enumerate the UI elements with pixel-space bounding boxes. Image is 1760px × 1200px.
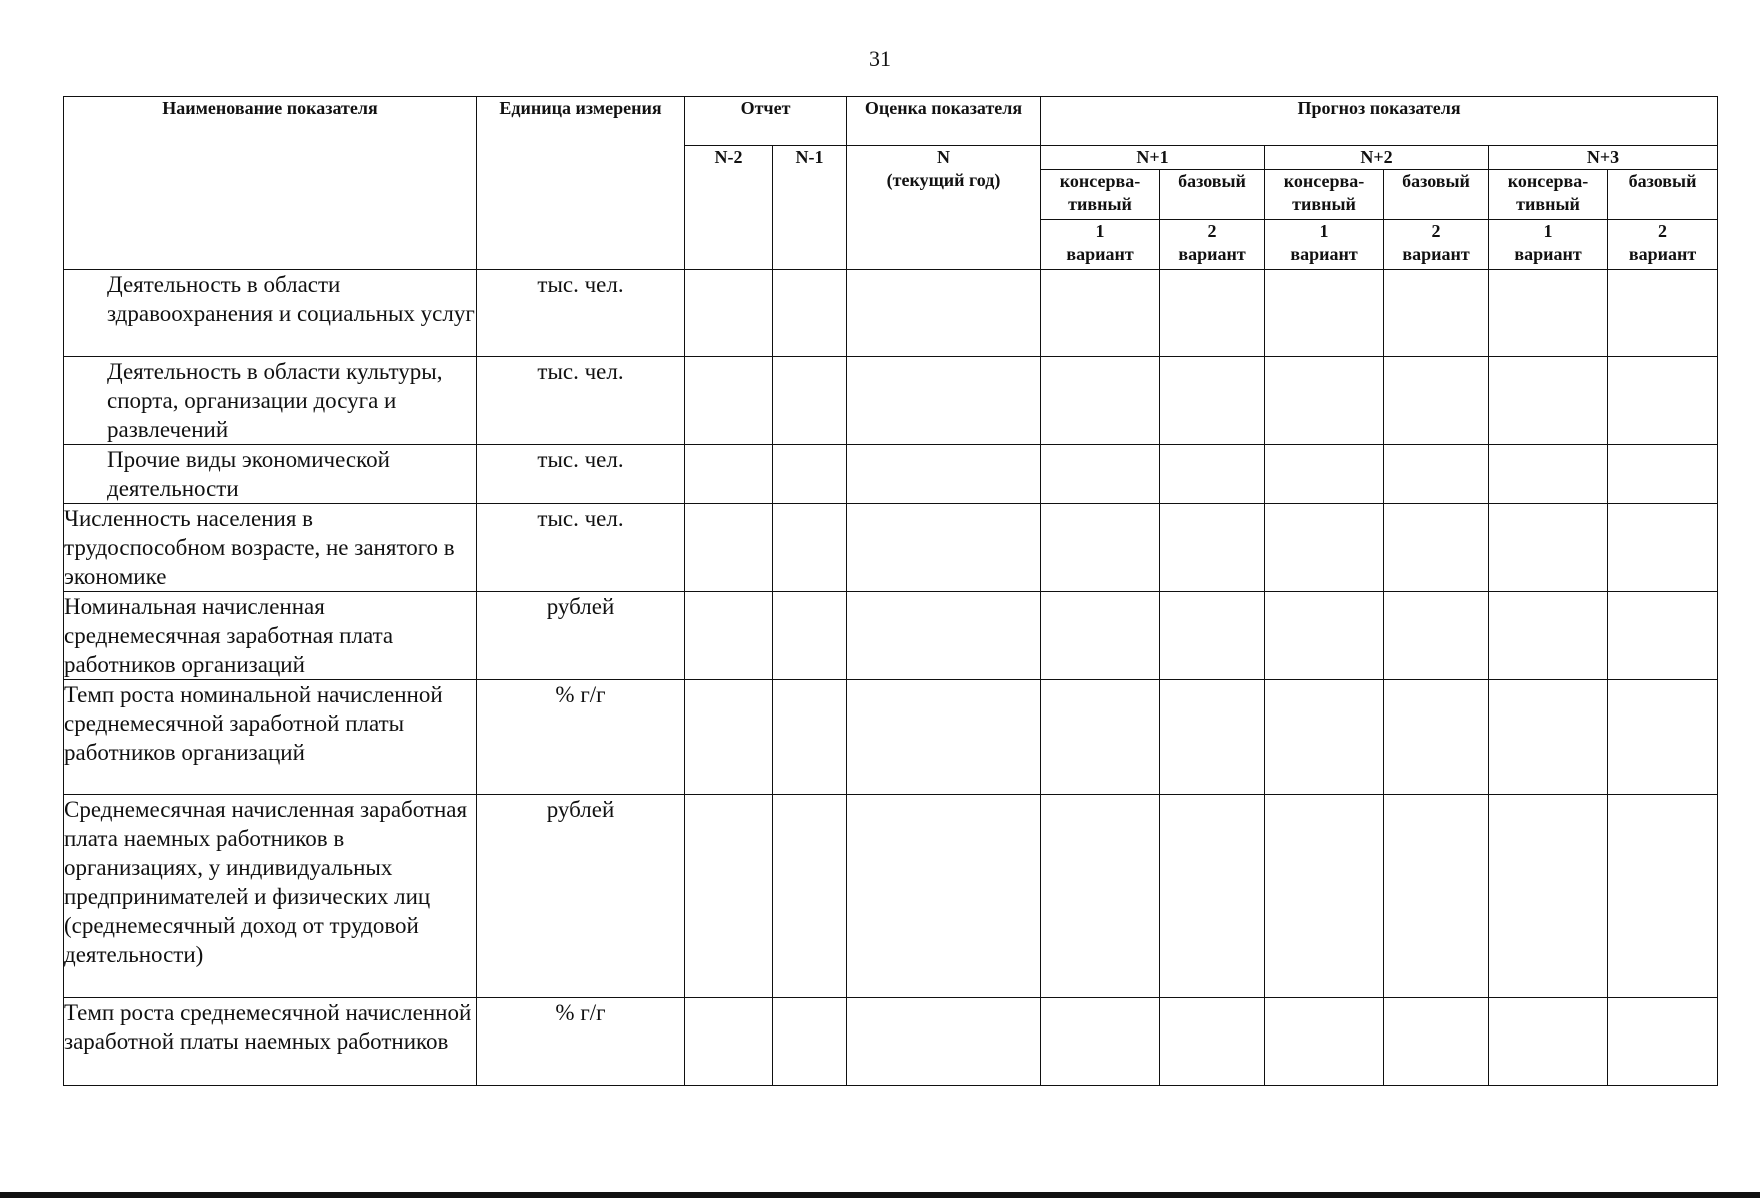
variant-word: вариант xyxy=(1178,244,1246,264)
value-cell[interactable] xyxy=(1384,795,1489,998)
value-cell[interactable] xyxy=(1041,445,1160,504)
value-cell[interactable] xyxy=(773,795,847,998)
indicator-name: Деятельность в области здравоохранения и социальных услуг xyxy=(64,270,477,357)
value-cell[interactable] xyxy=(1265,998,1384,1086)
variant-number: 2 xyxy=(1658,221,1668,241)
indicator-unit: тыс. чел. xyxy=(477,445,685,504)
bottom-divider xyxy=(0,1192,1760,1198)
header-year-n xyxy=(847,146,1041,270)
value-cell[interactable] xyxy=(1041,504,1160,592)
value-cell[interactable] xyxy=(1041,795,1160,998)
table-row xyxy=(64,357,1718,445)
value-cell[interactable] xyxy=(1265,357,1384,445)
value-cell[interactable] xyxy=(1384,504,1489,592)
value-cell[interactable] xyxy=(1160,445,1265,504)
value-cell[interactable] xyxy=(1608,357,1718,445)
header-year-n+3: N+3 xyxy=(1489,146,1718,170)
value-cell[interactable] xyxy=(773,998,847,1086)
value-cell[interactable] xyxy=(685,357,773,445)
value-cell[interactable] xyxy=(1265,795,1384,998)
value-cell[interactable] xyxy=(685,270,773,357)
indicator-unit: рублей xyxy=(477,592,685,680)
header-variant-1 xyxy=(1265,220,1384,270)
value-cell[interactable] xyxy=(847,998,1041,1086)
value-cell[interactable] xyxy=(1489,680,1608,795)
header-base: базовый xyxy=(1160,170,1265,220)
value-cell[interactable] xyxy=(1384,998,1489,1086)
header-variant-2 xyxy=(1608,220,1718,270)
value-cell[interactable] xyxy=(1160,357,1265,445)
header-estimate: Оценка показателя xyxy=(847,97,1041,146)
value-cell[interactable] xyxy=(1160,998,1265,1086)
indicator-name: Темп роста среднемесячной начисленной заработной платы наемных работников xyxy=(64,998,477,1086)
page-number: 31 xyxy=(869,46,891,71)
header-variant-2 xyxy=(1384,220,1489,270)
header-unit: Единица измерения xyxy=(477,97,685,270)
indicator-name: Номинальная начисленная среднемесячная заработная плата работников организаций xyxy=(64,592,477,680)
variant-number: 2 xyxy=(1207,221,1217,241)
value-cell[interactable] xyxy=(1384,357,1489,445)
variant-word: вариант xyxy=(1066,244,1134,264)
value-cell[interactable] xyxy=(773,445,847,504)
indicator-unit: % г/г xyxy=(477,680,685,795)
value-cell[interactable] xyxy=(1489,445,1608,504)
value-cell[interactable] xyxy=(1160,795,1265,998)
value-cell[interactable] xyxy=(1160,592,1265,680)
value-cell[interactable] xyxy=(773,680,847,795)
indicator-unit: тыс. чел. xyxy=(477,270,685,357)
header-variant-1 xyxy=(1489,220,1608,270)
indicator-name: Численность населения в трудоспособном возрасте, не занятого в экономике xyxy=(64,504,477,592)
value-cell[interactable] xyxy=(1489,270,1608,357)
value-cell[interactable] xyxy=(1384,445,1489,504)
table-row xyxy=(64,504,1718,592)
value-cell[interactable] xyxy=(1608,795,1718,998)
value-cell[interactable] xyxy=(1160,680,1265,795)
header-variant-1 xyxy=(1041,220,1160,270)
value-cell[interactable] xyxy=(1384,680,1489,795)
value-cell[interactable] xyxy=(1608,592,1718,680)
value-cell[interactable] xyxy=(847,592,1041,680)
value-cell[interactable] xyxy=(1265,270,1384,357)
value-cell[interactable] xyxy=(773,270,847,357)
value-cell[interactable] xyxy=(1160,504,1265,592)
value-cell[interactable] xyxy=(1608,270,1718,357)
value-cell[interactable] xyxy=(685,680,773,795)
header-conservative: консерва-тивный xyxy=(1489,170,1608,220)
value-cell[interactable] xyxy=(1384,270,1489,357)
table-row xyxy=(64,592,1718,680)
table-row xyxy=(64,680,1718,795)
indicator-name: Прочие виды экономической деятельности xyxy=(64,445,477,504)
value-cell[interactable] xyxy=(1608,680,1718,795)
value-cell[interactable] xyxy=(685,445,773,504)
header-variant-2 xyxy=(1160,220,1265,270)
header-year-n-1: N-1 xyxy=(773,146,847,270)
indicator-unit: % г/г xyxy=(477,998,685,1086)
value-cell[interactable] xyxy=(1489,592,1608,680)
value-cell[interactable] xyxy=(1489,504,1608,592)
value-cell[interactable] xyxy=(1160,270,1265,357)
value-cell[interactable] xyxy=(685,592,773,680)
value-cell[interactable] xyxy=(1608,504,1718,592)
indicator-table xyxy=(63,96,1718,1086)
value-cell[interactable] xyxy=(1265,592,1384,680)
variant-number: 1 xyxy=(1095,221,1105,241)
value-cell[interactable] xyxy=(1608,998,1718,1086)
header-forecast: Прогноз показателя xyxy=(1041,97,1718,146)
value-cell[interactable] xyxy=(847,270,1041,357)
variant-number: 1 xyxy=(1543,221,1553,241)
value-cell[interactable] xyxy=(1489,998,1608,1086)
indicator-unit: рублей xyxy=(477,795,685,998)
variant-number: 2 xyxy=(1431,221,1441,241)
value-cell[interactable] xyxy=(1265,680,1384,795)
value-cell[interactable] xyxy=(847,504,1041,592)
header-year-n+2: N+2 xyxy=(1265,146,1489,170)
header-report: Отчет xyxy=(685,97,847,146)
header-conservative: консерва-тивный xyxy=(1041,170,1160,220)
value-cell[interactable] xyxy=(1265,445,1384,504)
value-cell[interactable] xyxy=(773,357,847,445)
indicator-unit: тыс. чел. xyxy=(477,504,685,592)
indicator-name: Среднемесячная начисленная заработная плата наемных работников в организациях, у индивидуальных предпринимателей и физических лиц (среднемесячный доход от трудовой деятельности) xyxy=(64,795,477,998)
value-cell[interactable] xyxy=(1041,998,1160,1086)
indicator-unit: тыс. чел. xyxy=(477,357,685,445)
value-cell[interactable] xyxy=(685,998,773,1086)
value-cell[interactable] xyxy=(847,680,1041,795)
value-cell[interactable] xyxy=(1041,357,1160,445)
variant-number: 1 xyxy=(1319,221,1329,241)
value-cell[interactable] xyxy=(773,592,847,680)
variant-word: вариант xyxy=(1514,244,1582,264)
indicator-name: Темп роста номинальной начисленной среднемесячной заработной платы работников организаций xyxy=(64,680,477,795)
variant-word: вариант xyxy=(1402,244,1470,264)
header-base: базовый xyxy=(1608,170,1718,220)
value-cell[interactable] xyxy=(1608,445,1718,504)
value-cell[interactable] xyxy=(1384,592,1489,680)
header-year-n+1: N+1 xyxy=(1041,146,1265,170)
value-cell[interactable] xyxy=(1489,795,1608,998)
value-cell[interactable] xyxy=(1041,680,1160,795)
header-year-n-2: N-2 xyxy=(685,146,773,270)
table-row xyxy=(64,270,1718,357)
value-cell[interactable] xyxy=(1041,270,1160,357)
header-base: базовый xyxy=(1384,170,1489,220)
header-current-year-note: (текущий год) xyxy=(886,170,1001,190)
value-cell[interactable] xyxy=(685,504,773,592)
table-row xyxy=(64,998,1718,1086)
value-cell[interactable] xyxy=(847,357,1041,445)
table-row xyxy=(64,445,1718,504)
value-cell[interactable] xyxy=(1265,504,1384,592)
value-cell[interactable] xyxy=(685,795,773,998)
header-year-n-label: N xyxy=(937,147,951,167)
value-cell[interactable] xyxy=(773,504,847,592)
header-conservative: консерва-тивный xyxy=(1265,170,1384,220)
header-indicator-name: Наименование показателя xyxy=(64,97,477,270)
table-row xyxy=(64,795,1718,998)
variant-word: вариант xyxy=(1628,244,1697,264)
variant-word: вариант xyxy=(1290,244,1358,264)
indicator-name: Деятельность в области культуры, спорта, организации досуга и развлечений xyxy=(64,357,477,445)
value-cell[interactable] xyxy=(1041,592,1160,680)
value-cell[interactable] xyxy=(1489,357,1608,445)
value-cell[interactable] xyxy=(847,445,1041,504)
value-cell[interactable] xyxy=(847,795,1041,998)
